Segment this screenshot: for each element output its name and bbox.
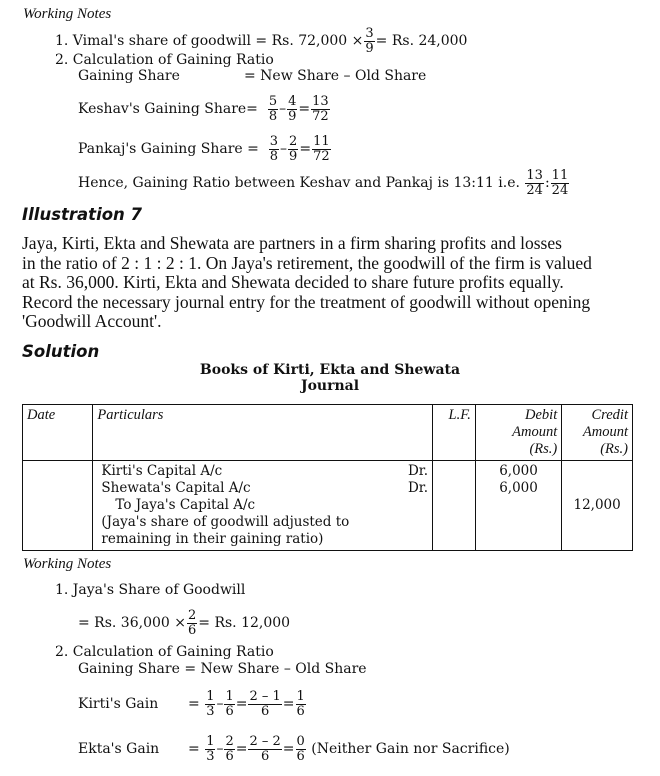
working-notes-title-2: Working Notes bbox=[23, 556, 112, 572]
col-credit: Credit Amount (Rs.) bbox=[562, 405, 633, 461]
entry-lf bbox=[433, 461, 476, 551]
books-title: Books of Kirti, Ekta and Shewata bbox=[199, 362, 461, 378]
gaining-share-formula: = New Share – Old Share bbox=[244, 68, 427, 84]
note-jaya-share: 1. Jaya's Share of Goodwill bbox=[55, 582, 246, 598]
col-date: Date bbox=[23, 405, 93, 461]
col-debit: Debit Amount (Rs.) bbox=[475, 405, 561, 461]
entry-particulars: Kirti's Capital A/c Dr. Shewata's Capital A/c Dr. To Jaya's Capital A/c (Jaya's share of goodwill adjusted to remaining in their gaining ratio) bbox=[93, 461, 433, 551]
illustration-heading: Illustration 7 bbox=[22, 205, 143, 224]
journal-title: Journal bbox=[300, 378, 360, 394]
keshav-gaining-share: Keshav's Gaining Share= $\frac{5}{8}$ – $\frac{4}{9}$ = $\frac{13}{72}$ bbox=[78, 93, 329, 124]
gaining-share-formula-2: Gaining Share = New Share – Old Share bbox=[78, 661, 367, 677]
col-particulars: Particulars bbox=[93, 405, 433, 461]
entry-debit: 6,000 6,000 bbox=[475, 461, 561, 551]
jaya-share-calc: = Rs. 36,000 × $\frac{2}{6}$ = Rs. 12,000 bbox=[78, 607, 291, 638]
note-gaining-ratio: 2. Calculation of Gaining Ratio bbox=[55, 52, 274, 68]
col-lf: L.F. bbox=[433, 405, 476, 461]
ekta-gain: Ekta's Gain = $\frac{1}{3}$ – $\frac{2}{6}$ = $\frac{2 - 2}{6}$ = $\frac{0}{6}$ (Neither Gain nor Sacrifice) bbox=[78, 733, 510, 764]
entry-date bbox=[23, 461, 93, 551]
note-vimal-goodwill: 1. Vimal's share of goodwill = Rs. 72,000 × $\frac{3}{9}$ = Rs. 24,000 bbox=[55, 25, 468, 56]
gaining-ratio-conclusion: Hence, Gaining Ratio between Keshav and Pankaj is 13:11 i.e. $\frac{13}{24}$ : $\frac{11}{24}$ bbox=[78, 167, 569, 198]
working-notes-title: Working Notes bbox=[23, 6, 112, 22]
journal-table bbox=[22, 404, 633, 551]
illustration-text: Jaya, Kirti, Ekta and Shewata are partners in a firm sharing profits and losses in the ratio of 2 : 1 : 2 : 1. On Jaya's retirement, the goodwill of the firm is valued at Rs. 36,000. Kirti, Ekta and Shewata decided to share future profits equally. Record the necessary journal entry for the treatment of goodwill without opening 'Goodwill Account'. bbox=[22, 233, 592, 332]
entry-credit: 12,000 bbox=[562, 461, 633, 551]
pankaj-gaining-share: Pankaj's Gaining Share = $\frac{3}{8}$ – $\frac{2}{9}$ = $\frac{11}{72}$ bbox=[78, 133, 330, 164]
journal-header-row bbox=[23, 405, 633, 461]
journal-entry-row bbox=[23, 461, 633, 551]
note-gaining-ratio-2: 2. Calculation of Gaining Ratio bbox=[55, 644, 274, 660]
kirti-gain: Kirti's Gain = $\frac{1}{3}$ – $\frac{1}{6}$ = $\frac{2 - 1}{6}$ = $\frac{1}{6}$ bbox=[78, 688, 305, 719]
gaining-share-label: Gaining Share bbox=[78, 68, 180, 84]
solution-heading: Solution bbox=[22, 342, 100, 361]
